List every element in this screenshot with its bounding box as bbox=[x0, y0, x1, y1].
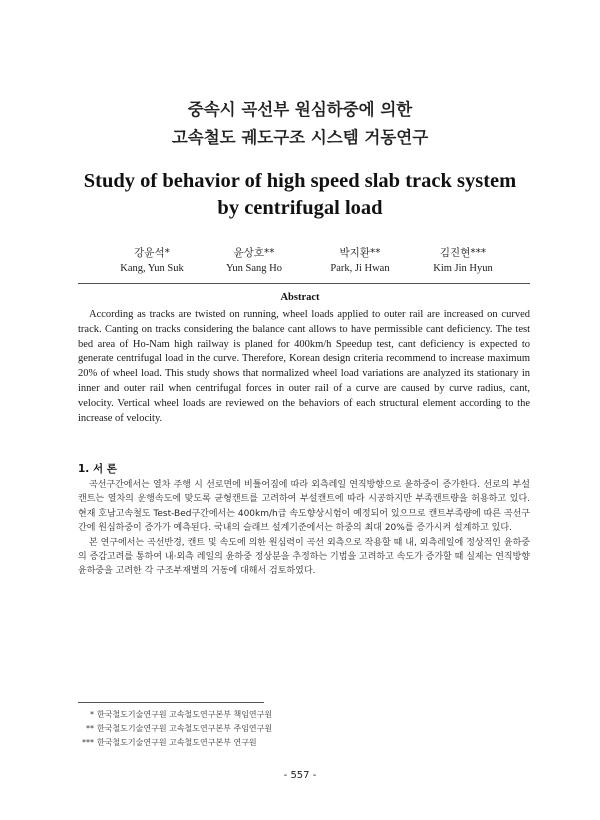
footnote-2-mark: ** bbox=[86, 724, 94, 733]
author-2-english-name: Yun Sang Ho bbox=[225, 263, 282, 274]
footnote-divider bbox=[78, 702, 264, 703]
author-4-english-name: Kim Jin Hyun bbox=[433, 263, 493, 274]
abstract-heading: Abstract bbox=[280, 292, 320, 303]
author-2 bbox=[194, 245, 314, 274]
english-title-line-2: by centrifugal load bbox=[217, 197, 383, 219]
header-divider bbox=[78, 283, 530, 284]
abstract-text: According as tracks are twisted on running, wheel loads applied to outer rail are increased on curved track. Canting on tracks considering the balance cant allows to have permissible cant deficiency. The test bed area of Ho-Nam high railway is planed for 400km/h Speedup test, cant deficiency is expected to generate centrifugal load in the curve. Therefore, Korean design criteria recommend to increase maximum 20% of wheel load. This study shows that normalized wheel load variations are analyzed its stationary in inner and outer rail when centrifugal forces in outer rail of a curve are caused by curve radius, cant, velocity. Vertical wheel loads are reviewed on the behaviors of each structural element according to the increase of velocity. bbox=[78, 309, 530, 424]
author-3 bbox=[300, 245, 420, 274]
english-title-line-1: Study of behavior of high speed slab track system bbox=[83, 170, 517, 192]
footnote-1-mark: * bbox=[90, 710, 94, 719]
author-4 bbox=[403, 245, 523, 274]
section-1-paragraph-1: 곡선구간에서는 열차 주행 시 선로면에 비틀어짐에 따라 외측레일 연직방향으로 윤하중이 증가한다. 선로의 부설캔트는 열차의 운행속도에 맞도록 균형캔트를 고려하여 부설캔트에 따라 시공하지만 부족캔트량을 허용하고 있다. 현재 호남고속철도 Test-Bed구간에서는 400km/h급 속도향상시험이 예정되어 있으므로 캔트부족량에 따른 곡선구간에 원심하중이 증가가 예측된다. 국내의 슬래브 설계기준에서는 하중의 최대 20%를 증가시켜 설계하고 있다. bbox=[78, 480, 530, 534]
korean-title-line-1: 중속시 곡선부 원심하중에 의한 bbox=[187, 100, 413, 119]
author-1-english-name: Kang, Yun Suk bbox=[120, 263, 184, 274]
footnote-3-mark: *** bbox=[82, 738, 94, 747]
section-1-heading: 1. 서 론 bbox=[78, 463, 117, 475]
section-1-body bbox=[78, 478, 530, 579]
author-4-korean-name: 김진현*** bbox=[439, 247, 487, 259]
footnote-3-text: 한국철도기술연구원 고속철도연구본부 연구원 bbox=[97, 738, 257, 747]
footnote-1-text: 한국철도기술연구원 고속철도연구본부 책임연구원 bbox=[97, 710, 273, 719]
author-2-korean-name: 윤상호** bbox=[233, 247, 275, 259]
author-3-english-name: Park, Ji Hwan bbox=[330, 263, 390, 274]
korean-title-line-2: 고속철도 궤도구조 시스템 거동연구 bbox=[171, 128, 429, 147]
footnote-3 bbox=[78, 737, 530, 748]
page-number: - 557 - bbox=[283, 770, 317, 781]
footnote-1 bbox=[78, 709, 530, 720]
footnote-2 bbox=[78, 723, 530, 734]
footnote-2-text: 한국철도기술연구원 고속철도연구본부 주임연구원 bbox=[97, 724, 273, 733]
author-3-korean-name: 박지환** bbox=[339, 247, 381, 259]
author-1-korean-name: 강윤석* bbox=[134, 247, 170, 259]
section-1-paragraph-2: 본 연구에서는 곡선반경, 캔트 및 속도에 의한 원심력이 곡선 외측으로 작용할 때 내, 외측레일에 정상적인 윤하중의 증감고려를 통하여 내·외측 레일의 윤하중 정상분을 추정하는 기법을 고려하고 속도가 증가할 때 실제는 연직방향 윤하중을 고려한 각 구조부재별의 거동에 대해서 검토하였다. bbox=[78, 537, 530, 577]
